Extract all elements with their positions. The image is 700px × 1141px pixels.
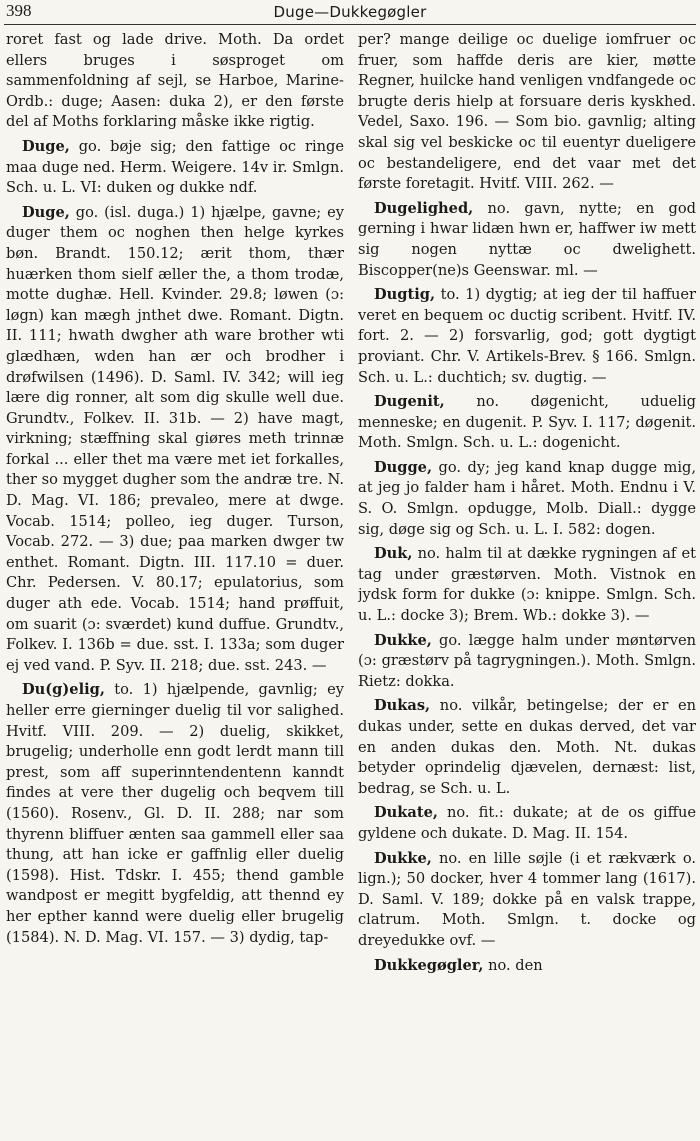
dictionary-entry [358,392,696,454]
entry-text: to. 1) hjælpende, gavnlig; ey heller erre gierninger duelig til vor salighed. Hvitf. VIII. 209. — 2) duelig, skikket, brugelig; underholle enn godt lerdt mann till prest, som aff superinntendentenn kanndt findes at vere ther dugelig och beqvem till (1560). Rosenv., Gl. D. II. 288; nar som thyrenn bliffuer ænten saa gammell eller saa thung, att han icke er gaffnlig eller duelig (1598). Hist. Tdskr. I. 455; thend gamble wandpost er megitt bygfeldig, att thennd ey her epther kannd were duelig eller brugelig (1584). N. D. Mag. VI. 157. — 3) dydig, tap- [6,681,344,946]
dictionary-entry [358,285,696,388]
header-rule [4,24,696,25]
entry-headword: Dugge, [374,458,433,476]
entry-text: go. bøje sig; den fattige oc ringe maa duge ned. Herm. Weigere. 14v ir. Smlgn. Sch. u. L. VI: duken og dukke ndf. [6,137,344,197]
entry-headword: Dukke, [374,849,432,867]
dictionary-entry [358,956,696,977]
dictionary-entry [6,203,344,677]
entry-headword: Dukke, [374,631,432,649]
entry-text: no. den [483,956,543,974]
entry-text: no. vilkår, betingelse; der er en dukas under, sette en dukas derved, det var en anden dukas den. Moth. Nt. dukas betyder oprindelig djævelen, dernæst: list, bedrag, se Sch. u. L. [358,697,696,797]
entry-text: go. (isl. duga.) 1) hjælpe, gavne; ey duger them oc noghen then helge kyrkes bøn. Brandt. 150.12; ærit thom, thær huærken thom sielf æller the, a thom trodæ, motte dughæ. Hell. Kvinder. 29.8; løwen (ɔ: løgn) kan mægh jnthet dwe. Romant. Digtn. II. 111; hwath dwgher ath ware brother wti glædhæn, wden han ær och brodher i drøfwilsen (1496). D. Saml. IV. 342; will ieg lære dig ronner, alt som dig skulle well due. Grundtv., Folkev. II. 31b. — 2) have magt, virkning; stæffning skal giøres meth trinnæ forkal ... eller thet ma være met iet forkalles, ther so mygget dugher som the andræ tre. N. D. Mag. VI. 186; prevaleo, mere at dwge. Vocab. 1514; polleo, ieg duger. Turson, Vocab. 272. — 3) due; paa marken dwger tw enthet. Romant. Digtn. III. 117.10 = duer. Chr. Pedersen. V. 80.17; epulatorius, som duger ath ede. Vocab. 1514; hand prøffuit, om suarit (ɔ: sværdet) kund duffue. Grundtv., Folkev. I. 136b = due. sst. I. 133a; som duger ej ved vand. P. Syv. II. 218; due. sst. 243. — [6,203,344,674]
dictionary-entry [358,30,696,195]
entry-headword: Dukate, [374,804,438,822]
dictionary-entry [358,631,696,693]
entry-text: go. dy; jeg kand knap dugge mig, at jeg jo falder ham i håret. Moth. Endnu i V. S. O. Smlgn. opdugge, Molb. Diall.: dygge sig, døge sig og Sch. u. L. I. 582: dogen. [358,458,696,538]
right-column [358,30,696,1137]
entry-headword: Du(g)elig, [22,681,105,699]
entry-headword: Duge, [22,137,70,155]
dictionary-entry [6,680,344,948]
entry-text: per? mange deilige oc duelige iomfruer oc fruer, som haffde deris are kier, møtte Regner, huilcke hand venligen vndfangede oc brugte deris hielp at forsuare deris kyskhed. Vedel, Saxo. 196. — Som bio. gavnlig; alting skal sig vel beskicke oc til euentyr dueligere oc bestandeligere, end det vaar met det første foretagit. Hvitf. VIII. 262. — [358,31,696,193]
dictionary-entry [6,30,344,133]
columns [6,30,696,1137]
running-head: Duge—Dukkegøgler [273,3,427,21]
entry-text: to. 1) dygtig; at ieg der til haffuer veret en bequem oc ductig scribent. Hvitf. IV. fort. 2. — 2) forsvarlig, god; gott dygtigt proviant. Chr. V. Artikels-Brev. § 166. Smlgn. Sch. u. L.: duchtich; sv. dugtig. — [358,286,696,386]
entry-text: no. døgenicht, uduelig menneske; en dugenit. P. Syv. I. 117; døgenit. Moth. Smlgn. Sch. u. L.: dogenicht. [358,393,696,452]
dictionary-entry [358,803,696,844]
entry-headword: Duk, [374,545,413,563]
dictionary-entry [6,137,344,199]
entry-headword: Dukkegøgler, [374,956,484,974]
dictionary-entry [358,849,696,952]
entry-text: no. en lille søjle (i et rækværk o. lign.); 50 docker, hver 4 tommer lang (1617). D. Saml. V. 189; dokke på en valsk trappe, clatrum. Moth. Smlgn. t. docke og dreyedukke ovf. — [358,849,696,949]
entry-text: go. lægge halm under møntørven (ɔ: græstørv på tagrygningen.). Moth. Smlgn. Rietz: dokka. [358,631,696,690]
entry-text: no. fit.: dukate; at de os giffue gyldene och dukate. D. Mag. II. 154. [358,804,696,842]
entry-headword: Dugelighed, [374,199,474,217]
left-column [6,30,344,1137]
page-number: 398 [6,1,32,20]
dictionary-entry [358,544,696,626]
dictionary-entry [358,199,696,281]
dictionary-entry [358,696,696,799]
page-header [0,0,700,26]
dictionary-entry [358,458,696,540]
entry-headword: Dugenit, [374,393,445,411]
entry-text: no. gavn, nytte; en god gerning i hwar lidæn hwn er, haffwer iw mett sig nogen nyttæ oc dwelighett. Biscopper(ne)s Geenswar. ml. — [358,199,696,279]
entry-text: no. halm til at dække rygningen af et tag under græstørven. Moth. Vistnok en jydsk form for dukke (ɔ: knippe. Smlgn. Sch. u. L.: docke 3); Brem. Wb.: dokke 3). — [358,545,696,625]
entry-headword: Dugtig, [374,286,436,304]
entry-headword: Duge, [22,203,70,221]
entry-text: roret fast og lade drive. Moth. Da ordet ellers bruges i søsproget om sammenfoldning af sejl, se Harboe, Marine-Ordb.: duge; Aasen: duka 2), er den første del af Moths forklaring måske ikke rigtig. [6,31,344,131]
entry-headword: Dukas, [374,697,431,715]
